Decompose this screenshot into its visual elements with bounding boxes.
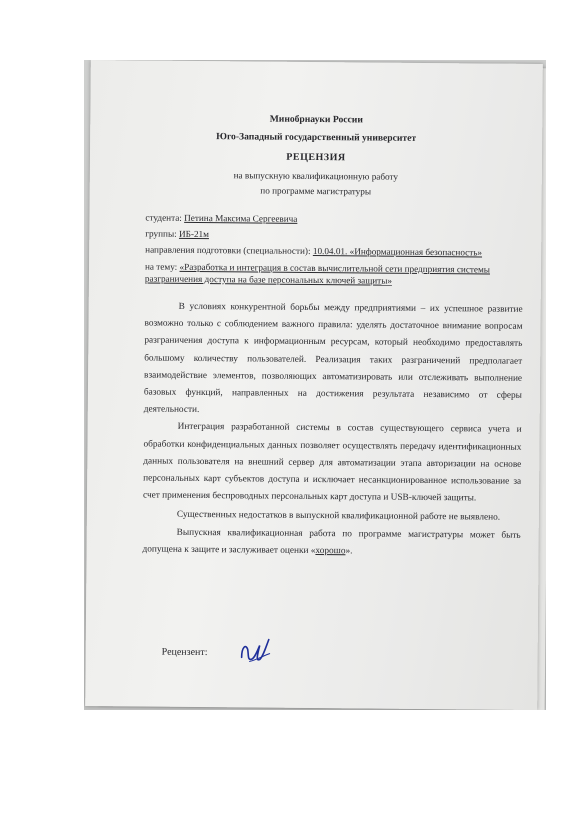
body-paragraph-1: В условиях конкурентной борьбы между предприятиями – их успешное развитие возможно только с соблюдением важного правила: уделять достаточное внимание вопросам разграничения доступа к информационным ресурсам, который необходимо предоставлять большому количеству пользователей. Реализация таких разграничений предполагает взаимодействие элементов, позволяющих автоматизировать или отслеживать выполнение базовых функций, направленных на достижения результата независимо от сферы деятельности. <box>143 301 523 416</box>
grade-sentence-prefix: Выпускная квалификационная работа по программе магистратуры может быть допущена к защите и заслуживает оценки « <box>142 527 521 556</box>
student-value: Петина Максима Сергеевича <box>184 212 298 224</box>
grade-value: хорошо <box>315 545 346 557</box>
direction-value: 10.04.01. «Информационная безопасность» <box>312 245 483 258</box>
document-photo <box>84 60 546 710</box>
student-field <box>145 213 297 226</box>
ministry-heading: Минобрнауки России <box>269 113 363 126</box>
body-paragraph-4 <box>142 524 520 562</box>
student-label: студента: <box>145 212 182 223</box>
group-field <box>145 229 209 241</box>
review-sheet <box>85 60 543 710</box>
reviewer-signature <box>236 635 276 667</box>
grade-sentence-suffix: ». <box>345 546 353 557</box>
university-heading: Юго-Западный государственный университет <box>216 131 417 144</box>
topic-value-line-1: «Разработка и интеграция в состав вычислительной сети предприятия системы <box>179 261 491 275</box>
topic-value-line-2: разграничения доступа на базе персональных ключей защиты» <box>144 273 393 286</box>
reviewer-label: Рецензент: <box>161 646 208 659</box>
review-body <box>142 299 522 562</box>
direction-field <box>145 245 482 259</box>
document-title: РЕЦЕНЗИЯ <box>286 151 346 164</box>
body-paragraph-3: Существенных недостатков в выпускной квалификационной работе не выявлено. <box>176 510 501 524</box>
group-value: ИБ-21м <box>178 228 210 240</box>
group-label: группы: <box>145 228 177 239</box>
direction-label: направления подготовки (специальности): <box>145 244 311 256</box>
body-paragraph-2: Интеграция разработанной системы в состав существующего сервиса учета и обработки конфиденциальных данных позволяет осуществлять передачу идентификационных данных пользователя на внешний сервер для автоматизации этапа авторизации на основе персональных карт субъектов доступа и исключает несанкционированное использование за счет применения беспроводных персональных карт доступа и USB-ключей защиты. <box>142 422 522 504</box>
document-subtitle-2: по программе магистратуры <box>260 185 372 197</box>
topic-label: на тему: <box>144 261 178 272</box>
document-subtitle-1: на выпускную квалификационную работу <box>233 170 399 182</box>
